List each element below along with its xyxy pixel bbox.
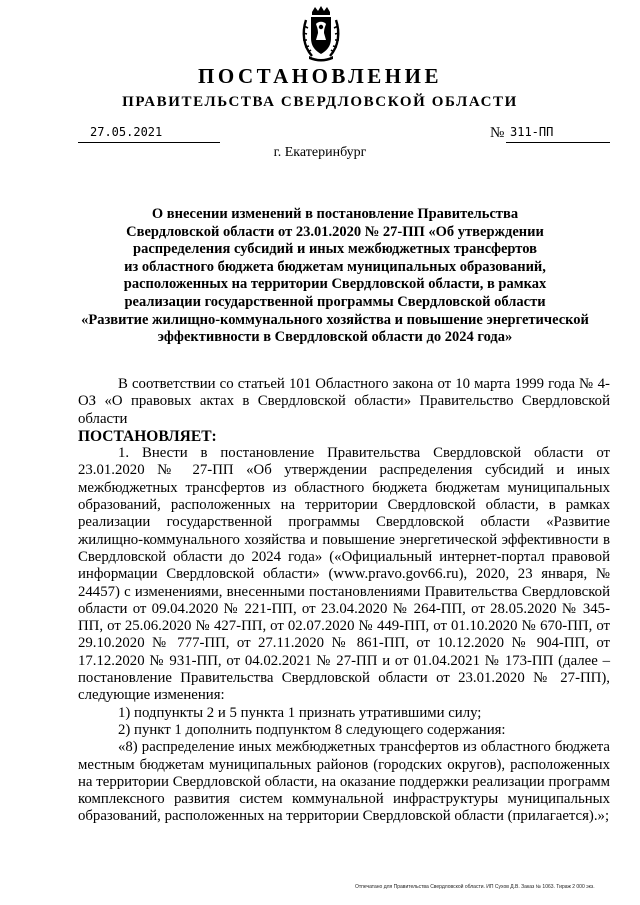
coat-of-arms-icon — [300, 6, 342, 62]
print-footer: Отпечатано для Правительства Свердловской области. ИП Сухов Д.В. Заказ № 1063. Тираж 2 000 экз. — [355, 884, 595, 890]
heading-line: эффективности в Свердловской области до 2024 года» — [157, 329, 513, 346]
heading-line: распределения субсидий и иных межбюджетных трансфертов — [133, 241, 537, 258]
number-field — [490, 126, 610, 142]
decree-date: 27.05.2021 — [90, 125, 163, 139]
subitem-1-paragraph: 1) подпункты 2 и 5 пункта 1 признать утратившими силу; — [118, 704, 482, 721]
city: г. Екатеринбург — [273, 145, 367, 160]
decree-number: 311-ПП — [510, 125, 554, 139]
heading-line: из областного бюджета бюджетам муниципальных образований, — [124, 258, 546, 275]
decree-body — [78, 376, 610, 826]
number-sign: № — [490, 125, 505, 141]
intro-paragraph: В соответствии со статьей 101 Областного закона от 10 марта 1999 года № 4-ОЗ «О правовых актах в Свердловской области» Правительство Свердловской области — [78, 376, 610, 427]
quote-paragraph: «8) распределение иных межбюджетных трансфертов из областного бюджета местным бюджетам муниципальных районов (городских округов), расположенных на территории Свердловской области, на оказание поддержки реализации программ комплексного развития систем коммунальной инфраструктуры муниципальных образований, расположенных на территории Свердловской области (прилагается).»; — [78, 739, 610, 825]
item-1-paragraph: 1. Внести в постановление Правительства Свердловской области от 23.01.2020 № 27-ПП «Об утверждении распределения субсидий и иных межбюджетных трансфертов из областного бюджета бюджетам муниципальных образований, расположенных на территории Свердловской области, в рамках реализации государственной программы Свердловской области «Развитие жилищно-коммунального хозяйства и повышение энергетической эффективности в Свердловской области до 2024 года» («Официальный интернет-портал правовой информации Свердловской области» (www.pravo.gov66.ru), 2020, 23 января, № 24457) с изменениями, внесенными постановлениями Правительства Свердловской области от 09.04.2020 № 221-ПП, от 23.04.2020 № 264-ПП, от 28.05.2020 № 345-ПП, от 25.06.2020 № 427-ПП, от 02.07.2020 № 449-ПП, от 01.10.2020 № 670-ПП, от 29.10.2020 № 777-ПП, от 27.11.2020 № 861-ПП, от 10.12.2020 № 904-ПП, от 17.12.2020 № 931-ПП, от 04.02.2021 № 27-ПП и от 01.04.2021 № 173-ПП (далее – постановление Правительства Свердловской области от 23.01.2020 № 27-ПП), следующие изменения: — [78, 445, 610, 704]
decree-word: ПОСТАНОВЛЯЕТ: — [78, 427, 217, 445]
date-field — [78, 126, 220, 143]
heading-line: О внесении изменений в постановление Правительства — [151, 206, 519, 222]
subitem-2-paragraph: 2) пункт 1 дополнить подпунктом 8 следующего содержания: — [118, 721, 506, 738]
heading-line: реализации государственной программы Свердловской области — [124, 293, 546, 310]
decree-heading — [70, 206, 600, 347]
heading-line: Свердловской области от 23.01.2020 № 27-ПП «Об утверждении — [126, 223, 544, 240]
number-underline — [506, 126, 610, 143]
heading-line: расположенных на территории Свердловской области, в рамках — [123, 276, 547, 293]
heading-line: «Развитие жилищно-коммунального хозяйства и повышение энергетической — [81, 311, 589, 328]
document-title: ПОСТАНОВЛЕНИЕ — [198, 64, 442, 88]
document-subtitle: ПРАВИТЕЛЬСТВА СВЕРДЛОВСКОЙ ОБЛАСТИ — [122, 94, 518, 110]
